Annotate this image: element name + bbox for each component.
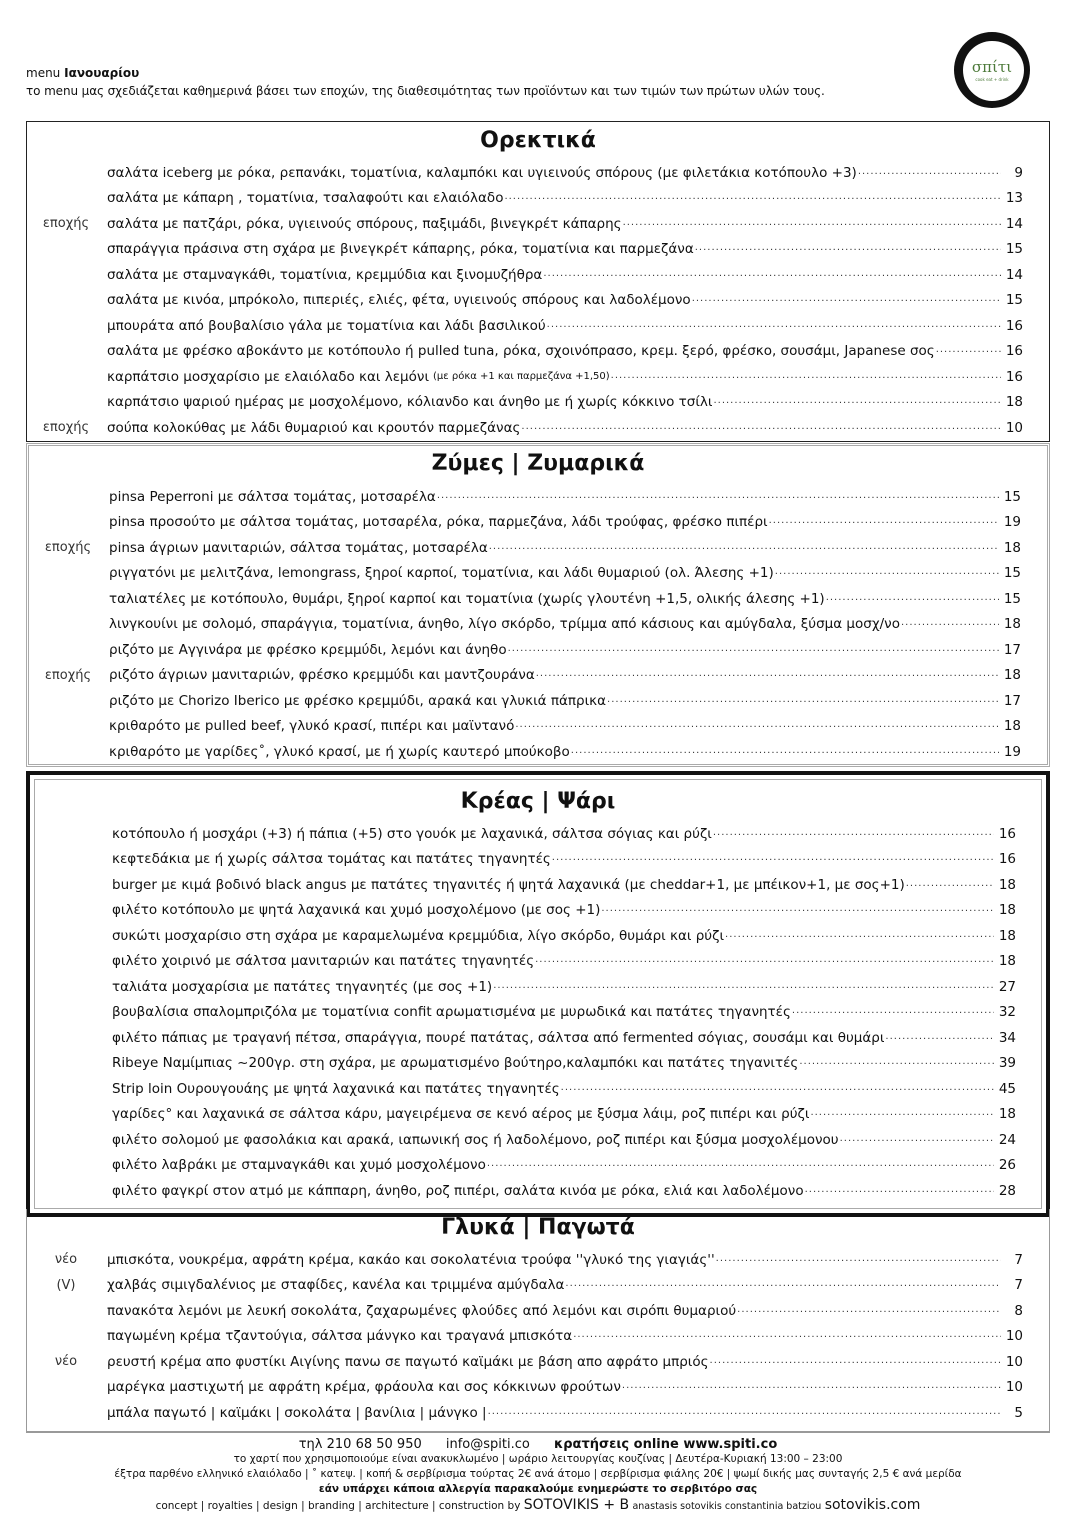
item-description: [109, 667, 999, 683]
dot-leader: [536, 668, 999, 683]
dot-leader: [792, 1005, 994, 1020]
menu-subtitle: το menu μας σχεδιάζεται καθημερινά βάσει των εποχών, της διαθεσιμότητας των προϊόντων και των τιμών των πρώτων υλών τους.: [26, 84, 825, 98]
menu-item: [29, 637, 1047, 663]
item-name: βουβαλίσια σπαλομπριζόλα με τοματίνια confit αρωματισμένα με μυρωδικά και πατάτες τηγανητές: [112, 1004, 791, 1021]
menu-label: menu: [26, 66, 61, 80]
menu-item: [30, 821, 1046, 847]
item-description: [109, 693, 999, 709]
item-price: 18: [1003, 616, 1021, 633]
menu-item: [29, 561, 1047, 587]
item-description: [112, 1106, 994, 1122]
item-tag: εποχής: [42, 420, 90, 436]
item-tag: (V): [56, 1277, 76, 1293]
item-name: κριθαρότο με γαρίδες˚, γλυκό κρασί, με ή χωρίς καυτερό μπούκοβο: [109, 743, 570, 760]
item-name: ταλιατέλες με κοτόπουλο, θυμάρι, ξηροί καρποί και τοματίνια (χωρίς γλουτένη +1,5, ολικής άλεσης +1): [109, 590, 825, 607]
menu-item: [27, 288, 1049, 314]
menu-item: [27, 160, 1049, 186]
allergy-notice: εάν υπάρχει κάποια αλλεργία παρακαλούμε ενημερώστε το σερβιτόρο σας: [318, 1483, 758, 1495]
dot-leader: [906, 878, 994, 893]
item-description: [107, 165, 1001, 181]
item-description: [112, 1081, 994, 1097]
dot-leader: [493, 980, 994, 995]
item-description: [112, 1132, 994, 1148]
footer-notes: έξτρα παρθένο ελληνικό ελαιόλαδο | ˚ κατεψ. | κοπή & σερβίρισμα τούρτας 2€ ανά άτομο | σερβίρισμα φιάλης 20€ | ψωμί δικής μας συνταγής 2,5 € ανά μερίδα: [114, 1468, 962, 1480]
logo-tagline: cook eat + drink: [975, 77, 1009, 82]
item-name: ριγγατόνι με μελιτζάνα, lemongrass, ξηροί καρποί, τοματίνια, και λάδι θυμαριού (ολ. Άλεσης +1): [109, 565, 774, 582]
menu-item: [27, 390, 1049, 416]
item-tag: νέο: [54, 1252, 78, 1268]
item-name: ταλιάτα μοσχαρίσια με πατάτες τηγανητές (με σος +1): [112, 978, 493, 995]
item-name: μπουράτα από βουβαλίσιο γάλα με τοματίνια και λάδι βασιλικού: [107, 317, 546, 334]
dot-leader: [936, 344, 1001, 359]
item-description: [107, 241, 1001, 257]
dot-leader: [547, 319, 1001, 334]
item-price: 27: [998, 978, 1016, 995]
item-name: μπάλα παγωτό | καϊμάκι | σοκολάτα | βανίλια | μάνγκο |: [107, 1404, 487, 1421]
item-price: 18: [998, 902, 1016, 919]
footer: [26, 1432, 1050, 1515]
dot-leader: [805, 1184, 994, 1199]
item-description: [112, 953, 994, 969]
dot-leader: [611, 370, 1001, 385]
footer-hours: το χαρτί που χρησιμοποιούμε είναι ανακυκλωμένο | ωράριο λειτουργίας κουζίνας | Δευτέρα-Κυριακή 13:00 – 23:00: [233, 1453, 843, 1465]
item-price: 18: [998, 876, 1016, 893]
item-description: [107, 343, 1001, 359]
dot-leader: [810, 1107, 994, 1122]
item-price: 13: [1005, 190, 1023, 207]
item-description: [107, 190, 1001, 206]
item-price: 16: [1005, 343, 1023, 360]
item-description: [109, 718, 999, 734]
dot-leader: [716, 1253, 1001, 1268]
item-description: [107, 1328, 1001, 1344]
menu-item: [27, 313, 1049, 339]
dot-leader: [437, 490, 999, 505]
item-description: [107, 1354, 1001, 1370]
menu-item: [30, 847, 1046, 873]
spiti-logo: [950, 28, 1034, 112]
item-name: παγωμένη κρέμα τζαντούγια, σάλτσα μάνγκο και τραγανά μπισκότα: [107, 1328, 573, 1345]
dot-leader: [515, 719, 999, 734]
item-price: 7: [1014, 1251, 1023, 1268]
item-description: [112, 1004, 994, 1020]
dot-leader: [565, 1278, 1001, 1293]
section-title: Ζύμες | Ζυμαρικά: [431, 451, 645, 476]
item-name: σπαράγγια πράσινα στη σχάρα με βινεγκρέτ κάπαρης, ρόκα, τοματίνια και παρμεζάνα: [107, 241, 694, 258]
dot-leader: [713, 395, 1001, 410]
item-name: Ribeye Ναμίμπιας ~200γρ. στη σχάρα, με αρωματισμένο βούτηρο,καλαμπόκι και πατάτες τηγανιτές: [112, 1055, 799, 1072]
item-name: χαλβάς σιμιγδαλένιος με σταφίδες, κανέλα και τριμμένα αμύγδαλα: [107, 1277, 565, 1294]
menu-title: [26, 66, 139, 80]
dot-leader: [695, 242, 1001, 257]
item-name: φιλέτο λαβράκι με σταμναγκάθι και χυμό μοσχολέμονο: [112, 1157, 486, 1174]
item-price: 26: [998, 1157, 1016, 1174]
item-name: φιλέτο πάπιας με τραγανή πέτσα, σπαράγγια, πουρέ πατάτας, σάλτσα από fermented σόγιας, σουσάμι και θυμάρι: [112, 1029, 885, 1046]
menu-item: [30, 1076, 1046, 1102]
menu-item: [27, 1247, 1049, 1273]
menu-item: [29, 688, 1047, 714]
dot-leader: [737, 1304, 1001, 1319]
item-name: μπισκότα, νουκρέμα, αφράτη κρέμα, κακάο και σοκολατένια τρούφα ''γλυκό της γιαγιάς'': [107, 1251, 715, 1268]
item-description: [107, 318, 1001, 334]
item-description: [112, 1157, 994, 1173]
menu-item: [27, 364, 1049, 390]
menu-item: [27, 1298, 1049, 1324]
item-description: [112, 902, 994, 918]
dot-leader: [713, 827, 994, 842]
item-description: [107, 1405, 1001, 1421]
item-name: σαλάτα με κινόα, μπρόκολο, πιπεριές, ελιές, φέτα, υγιεινούς σπόρους και λαδολέμονο: [107, 292, 691, 309]
menu-item: [30, 1051, 1046, 1077]
item-price: 17: [1003, 692, 1021, 709]
item-name: σαλάτα με κάπαρη , τοματίνια, τσαλαφούτι και ελαιόλαδο: [107, 190, 504, 207]
item-price: 10: [1005, 1328, 1023, 1345]
item-description: [109, 744, 999, 760]
item-description: [107, 1252, 1001, 1268]
item-name: ρευστή κρέμα απο φυστίκι Αιγίνης πανω σε παγωτό καϊμάκι με βάση απο αφράτο μπριός: [107, 1353, 709, 1370]
item-description: [109, 514, 999, 530]
dot-leader: [561, 1082, 994, 1097]
item-description: [107, 369, 1001, 385]
item-price: 16: [1005, 317, 1023, 334]
item-price: 18: [1003, 718, 1021, 735]
item-name: πανακότα λεμόνι με λευκή σοκολάτα, ζαχαρωμένες φλούδες από λεμόνι και σιρόπι θυμαριού: [107, 1302, 737, 1319]
item-list: [27, 1247, 1049, 1426]
item-name: σαλάτα με πατζάρι, ρόκα, υγιεινούς σπόρους, παξιμάδι, βινεγκρέτ κάπαρης: [107, 215, 622, 232]
item-price: 16: [998, 851, 1016, 868]
item-description: [109, 489, 999, 505]
item-price: 39: [998, 1055, 1016, 1072]
item-description: [112, 1030, 994, 1046]
logo-text: σπίτι: [971, 58, 1013, 76]
dot-leader: [725, 929, 994, 944]
menu-month: Ιανουαρίου: [64, 66, 140, 80]
item-name: κεφτεδάκια με ή χωρίς σάλτσα τομάτας και πατάτες τηγανητές: [112, 851, 551, 868]
contact-line: [26, 1437, 1050, 1452]
item-price: 5: [1014, 1404, 1023, 1421]
dot-leader: [601, 903, 994, 918]
item-description: [112, 851, 994, 867]
item-price: 8: [1014, 1302, 1023, 1319]
item-description: [112, 979, 994, 995]
menu-item: [30, 1000, 1046, 1026]
dot-leader: [799, 1056, 994, 1071]
item-name: burger με κιμά βοδινό black angus με πατάτες τηγανιτές ή ψητά λαχανικά (με cheddar+1, με μπέικον+1, με σος+1): [112, 876, 905, 893]
item-description: [107, 394, 1001, 410]
item-name: pinsa Peperroni με σάλτσα τομάτας, μοτσαρέλα: [109, 488, 436, 505]
item-name: καρπάτσιο μοσχαρίσιο με ελαιόλαδο και λεμόνι: [107, 368, 430, 385]
menu-item: [30, 1178, 1046, 1204]
item-description: [112, 877, 994, 893]
item-name: Strip loin Ουρουγουάης με ψητά λαχανικά και πατάτες τηγανητές: [112, 1080, 560, 1097]
menu-item: [30, 949, 1046, 975]
item-price: 14: [1005, 266, 1023, 283]
item-name: μαρέγκα μαστιχωτή με αφράτη κρέμα, φράουλα και σος κόκκινων φρούτων: [107, 1379, 621, 1396]
item-description: [109, 565, 999, 581]
item-description: [107, 420, 1001, 436]
item-description: [107, 1303, 1001, 1319]
menu-item: [27, 1375, 1049, 1401]
booking-link[interactable]: κρατήσεις online www.spiti.co: [553, 1437, 778, 1452]
menu-item: [30, 898, 1046, 924]
dot-leader: [710, 1355, 1001, 1370]
item-description: [112, 1055, 994, 1071]
menu-item: [27, 1400, 1049, 1426]
dot-leader: [858, 166, 1001, 181]
dot-leader: [573, 1329, 1001, 1344]
section-title: Ορεκτικά: [480, 128, 596, 153]
dot-leader: [535, 954, 994, 969]
item-price: 16: [1005, 368, 1023, 385]
item-tag: εποχής: [42, 216, 90, 232]
menu-item: [30, 1127, 1046, 1153]
item-price: 15: [1003, 590, 1021, 607]
dot-leader: [552, 852, 994, 867]
menu-item: [27, 186, 1049, 212]
item-name: φιλέτο χοιρινό με σάλτσα μανιταριών και πατάτες τηγανητές: [112, 953, 535, 970]
item-price: 45: [998, 1080, 1016, 1097]
item-price: 18: [1003, 539, 1021, 556]
section-title: Γλυκά | Παγωτά: [441, 1215, 635, 1240]
item-description: [112, 928, 994, 944]
item-description: [112, 826, 994, 842]
menu-item: [29, 612, 1047, 638]
item-price: 15: [1003, 488, 1021, 505]
dot-leader: [769, 515, 999, 530]
menu-item: [30, 923, 1046, 949]
item-list: [27, 160, 1049, 441]
section-doughs-pasta: [26, 443, 1050, 767]
item-name: φιλέτο κοτόπουλο με ψητά λαχανικά και χυμό μοσχολέμονο (με σος +1): [112, 902, 601, 919]
item-name: σούπα κολοκύθας με λάδι θυμαριού και κρουτόν παρμεζάνας: [107, 419, 521, 436]
item-name: ριζότο με Chorizo Iberico με φρέσκο κρεμμύδι, αρακά και γλυκιά πάπρικα: [109, 692, 607, 709]
item-tag: εποχής: [44, 540, 92, 556]
menu-item: [29, 586, 1047, 612]
item-name: ριζότο με Αγγινάρα με φρέσκο κρεμμύδι, λεμόνι και άνηθο: [109, 641, 507, 658]
item-price: 24: [998, 1131, 1016, 1148]
item-description: [107, 1277, 1001, 1293]
menu-item: [27, 1273, 1049, 1299]
item-name: καρπάτσιο ψαριού ημέρας με μοσχολέμονο, κόλιανδο και άνηθο με ή χωρίς κόκκινο τσίλι: [107, 394, 713, 411]
item-price: 14: [1005, 215, 1023, 232]
item-name: κριθαρότο με pulled beef, γλυκό κρασί, πιπέρι και μαϊντανό: [109, 718, 515, 735]
dot-leader: [692, 293, 1001, 308]
item-price: 9: [1014, 164, 1023, 181]
credits-prefix: concept | royalties | design | branding | architecture | construction by: [155, 1500, 521, 1512]
item-name: σαλάτα με σταμναγκάθι, τοματίνια, κρεμμύδια και ξινομυζήθρα: [107, 266, 543, 283]
dot-leader: [543, 268, 1001, 283]
credits-site[interactable]: sotovikis.com: [824, 1497, 921, 1513]
item-price: 18: [1003, 667, 1021, 684]
item-list: [30, 821, 1046, 1204]
item-name: σαλάτα με φρέσκο αβοκάντο με κοτόπουλο ή pulled tuna, ρόκα, σχοινόπρασο, κρεμ. ξερό, φρέσκο, σουσάμι, Japanese σος: [107, 343, 935, 360]
item-description: [107, 216, 1001, 232]
menu-item: [29, 535, 1047, 561]
item-description: [107, 292, 1001, 308]
menu-item: [27, 339, 1049, 365]
item-price: 15: [1005, 241, 1023, 258]
dot-leader: [885, 1031, 994, 1046]
item-list: [29, 484, 1047, 765]
item-name: ριζότο άγριων μανιταριών, φρέσκο κρεμμύδι και μαντζουράνα: [109, 667, 535, 684]
menu-item: [30, 1025, 1046, 1051]
item-name: συκώτι μοσχαρίσιο στη σχάρα με καραμελωμένα κρεμμύδια, λίγο σκόρδο, θυμάρι και ρύζι: [112, 927, 725, 944]
item-description: [107, 1379, 1001, 1395]
menu-item: [27, 262, 1049, 288]
item-price: 16: [998, 825, 1016, 842]
menu-item: [27, 415, 1049, 441]
dot-leader: [840, 1133, 994, 1148]
section-desserts: [26, 1209, 1050, 1432]
item-description: [112, 1183, 994, 1199]
item-description: [109, 616, 999, 632]
item-price: 32: [998, 1004, 1016, 1021]
item-price: 18: [998, 927, 1016, 944]
menu-item: [29, 663, 1047, 689]
item-price: 34: [998, 1029, 1016, 1046]
item-price: 18: [998, 1106, 1016, 1123]
menu-item: [30, 872, 1046, 898]
menu-item: [29, 714, 1047, 740]
section-title: Κρέας | Ψάρι: [460, 789, 616, 814]
item-price: 7: [1014, 1277, 1023, 1294]
item-name: σαλάτα iceberg με ρόκα, ρεπανάκι, τοματίνια, καλαμπόκι και υγιεινούς σπόρους (με φιλετάκια κοτόπουλο +3): [107, 164, 857, 181]
item-price: 19: [1003, 514, 1021, 531]
item-description: [109, 540, 999, 556]
item-name: pinsa προσούτο με σάλτσα τομάτας, μοτσαρέλα, ρόκα, παρμεζάνα, λάδι τρούφας, φρέσκο πιπέρι: [109, 514, 768, 531]
menu-item: [30, 1102, 1046, 1128]
dot-leader: [487, 1158, 994, 1173]
dot-leader: [826, 592, 999, 607]
dot-leader: [489, 541, 999, 556]
menu-item: [30, 974, 1046, 1000]
item-description: [109, 591, 999, 607]
menu-item: [30, 1153, 1046, 1179]
credits: [26, 1497, 1050, 1515]
dot-leader: [607, 694, 999, 709]
item-name: pinsa άγριων μανιταριών, σάλτσα τομάτας, μοτσαρέλα: [109, 539, 488, 556]
phone: τηλ 210 68 50 950: [298, 1437, 422, 1452]
item-price: 18: [998, 953, 1016, 970]
item-extras: (με ρόκα +1 και παρμεζάνα +1,50): [433, 371, 610, 383]
credits-names: anastasis sotovikis constantinia batziou: [632, 1501, 822, 1512]
email-link[interactable]: info@spiti.co: [445, 1437, 530, 1452]
item-name: φιλέτο φαγκρί στον ατμό με κάππαρη, άνηθο, ροζ πιπέρι, σαλάτα κινόα με ρόκα, ελιά και λαδολέμονο: [112, 1182, 804, 1199]
dot-leader: [508, 643, 999, 658]
item-name: γαρίδες° και λαχανικά σε σάλτσα κάρυ, μαγειρέμενα σε κενό αέρος με ξύσμα λάιμ, ροζ πιπέρι και ρύζι: [112, 1106, 810, 1123]
item-description: [107, 267, 1001, 283]
menu-item: [29, 484, 1047, 510]
dot-leader: [504, 191, 1001, 206]
dot-leader: [775, 566, 999, 581]
item-price: 10: [1005, 1379, 1023, 1396]
item-tag: εποχής: [44, 667, 92, 683]
dot-leader: [623, 217, 1001, 232]
menu-item: [29, 739, 1047, 765]
item-price: 10: [1005, 419, 1023, 436]
dot-leader: [622, 1380, 1001, 1395]
item-price: 17: [1003, 641, 1021, 658]
item-price: 15: [1003, 565, 1021, 582]
dot-leader: [521, 421, 1001, 436]
dot-leader: [488, 1406, 1001, 1421]
menu-item: [29, 510, 1047, 536]
section-meat-fish: [26, 771, 1050, 1217]
item-description: [109, 642, 999, 658]
item-name: λινγκουίνι με σολομό, σπαράγγια, τοματίνια, άνηθο, λίγο σκόρδο, τρίμμα από κάσιους και αμύγδαλα, ξύσμα μοσχ/νο: [109, 616, 900, 633]
item-price: 10: [1005, 1353, 1023, 1370]
dot-leader: [901, 617, 999, 632]
section-appetizers: [26, 121, 1050, 442]
dot-leader: [571, 745, 999, 760]
item-name: κοτόπουλο ή μοσχάρι (+3) ή πάπια (+5) στο γουόκ με λαχανικά, σάλτσα σόγιας και ρύζι: [112, 825, 712, 842]
item-price: 18: [1005, 394, 1023, 411]
item-price: 19: [1003, 743, 1021, 760]
item-name: φιλέτο σολομού με φασολάκια και αρακά, ιαπωνική σος ή λαδολέμονο, ροζ πιπέρι και ξύσμα μοσχολέμονου: [112, 1131, 839, 1148]
item-tag: νέο: [54, 1354, 78, 1370]
item-price: 28: [998, 1182, 1016, 1199]
credits-brand: SOTOVIKIS + B: [523, 1497, 630, 1513]
menu-item: [27, 1349, 1049, 1375]
menu-item: [27, 211, 1049, 237]
item-price: 15: [1005, 292, 1023, 309]
menu-item: [27, 237, 1049, 263]
menu-item: [27, 1324, 1049, 1350]
